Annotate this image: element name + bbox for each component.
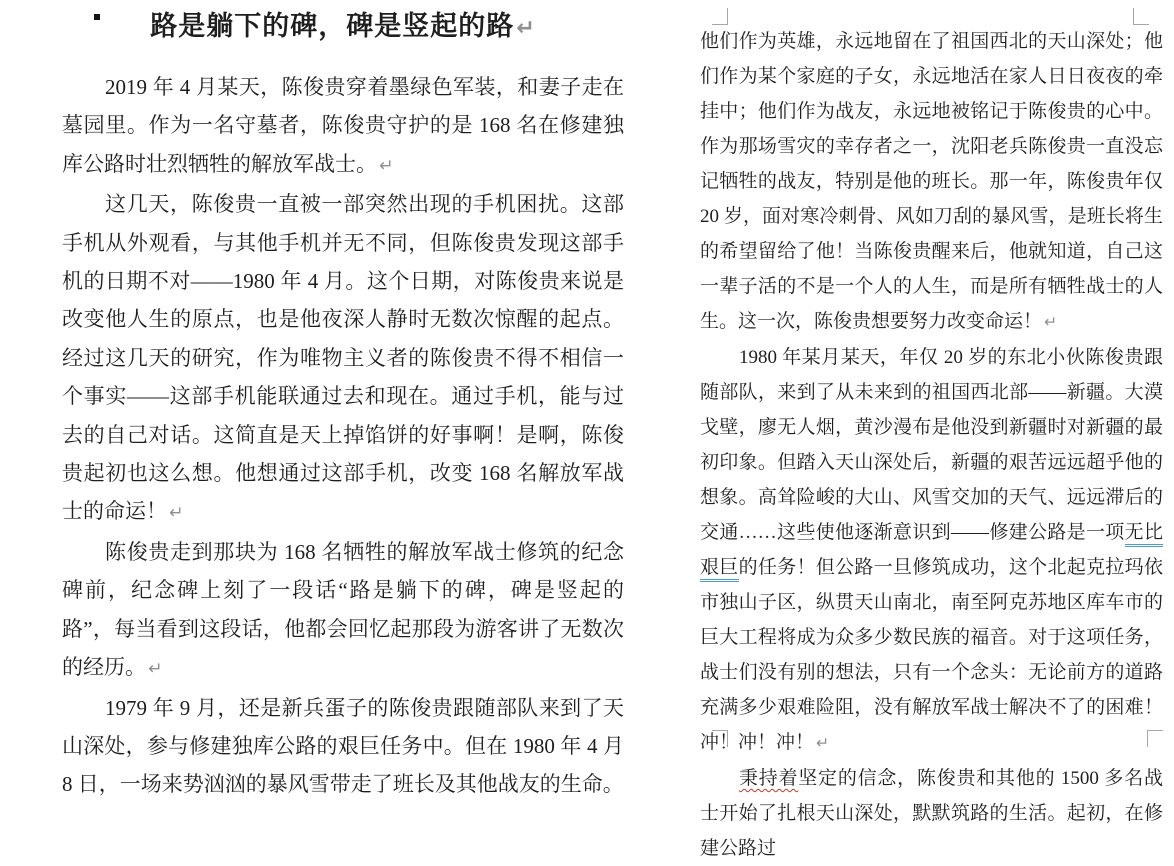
- paragraph-text: 这几天，陈俊贵一直被一部突然出现的手机困扰。这部手机从外观看，与其他手机并无不同，但陈俊贵发现这部手机的日期不对——1980 年 4 月。这个日期，对陈俊贵来说是改变他人生的原点，也是他夜深人静时无数次惊醒的起点。经过这几天的研究，作为唯物主义者的陈俊贵不得不相信一个事实——这部手机能联通过去和现在。通过手机，能与过去的自己对话。这简直是天上掉馅饼的好事啊！是啊，陈俊贵起初也这么想。他想通过这部手机，改变 168 名解放军战士的命运！: [62, 192, 624, 524]
- paragraph-text: 他们作为英雄，永远地留在了祖国西北的天山深处；他们作为某个家庭的子女，永远地活在家人日日夜夜的牵挂中；他们作为战友，永远地被铭记于陈俊贵的心中。作为那场雪灾的幸存者之一，沈阳老兵陈俊贵一直没忘记牺牲的战友，特别是他的班长。那一年，陈俊贵年仅 20 岁，面对寒冷刺骨、风如刀刮的暴风雪，是班长将生的希望留给了他！当陈俊贵醒来后，他就知道，自己这一辈子活的不是一个人的人生，而是所有牺牲战士的人生。这一次，陈俊贵想要努力改变命运！: [700, 31, 1163, 332]
- paragraph[interactable]: [700, 340, 1163, 761]
- paragraph-return-mark: ↵: [1044, 313, 1058, 331]
- paragraph[interactable]: [700, 24, 1163, 340]
- paragraph-text: 陈俊贵走到那块为 168 名牺牲的解放军战士修筑的纪念碑前，纪念碑上刻了一段话“路是躺下的碑，碑是竖起的路”，每当看到这段话，他都会回忆起那段为游客讲了无数次的经历。: [62, 539, 624, 680]
- paragraph[interactable]: [62, 185, 624, 533]
- paragraph-text: 的任务！但公路一旦修筑成功，这个北起克拉玛依市独山子区，纵贯天山南北，南至阿克苏地区库车市的巨大工程将成为众多少数民族的福音。对于这项任务，战士们没有别的想法，只有一个念头：无论前方的道路充满多少艰难险阻，没有解放军战士解决不了的困难！冲！冲！冲！: [700, 557, 1163, 753]
- page-left[interactable]: [62, 0, 624, 804]
- margin-crop-mark-top-left: [712, 8, 728, 25]
- paragraph[interactable]: [62, 689, 624, 804]
- spellcheck-underlined-text: 秉持着: [738, 768, 799, 789]
- paragraph-text: 坚定的信念，陈俊贵和其他的 1500 多名战士开始了扎根天山深处，默默筑路的生活。起初，在修建公路过: [700, 768, 1163, 859]
- paragraph[interactable]: [62, 68, 624, 185]
- paragraph-return-mark: ↵: [516, 15, 536, 41]
- paragraph-text: 1980 年某月某天，年仅 20 岁的东北小伙陈俊贵跟随部队，来到了从未来到的祖国西北部——新疆。大漠戈壁，廖无人烟，黄沙漫布是他没到新疆时对新疆的最初印象。但踏入天山深处后，新疆的艰苦远远超乎他的想象。高耸险峻的大山、风雪交加的天气、远远滞后的交通……这些使他逐渐意识到——修建公路是一项: [700, 347, 1163, 543]
- paragraph-return-mark: ↵: [169, 503, 184, 524]
- paragraph[interactable]: [700, 761, 1163, 866]
- paragraph-return-mark: ↵: [148, 659, 163, 680]
- paragraph-return-mark: ↵: [379, 155, 394, 176]
- page-right[interactable]: [700, 24, 1163, 866]
- paragraph[interactable]: [62, 533, 624, 689]
- paragraph-text: 1979 年 9 月，还是新兵蛋子的陈俊贵跟随部队来到了天山深处，参与修建独库公路的艰巨任务中。但在 1980 年 4 月 8 日，一场来势汹汹的暴风雪带走了班长及其他战友的生命。: [62, 695, 624, 797]
- paragraph-return-mark: ↵: [816, 734, 830, 752]
- grammar-underlined-text: 无比艰巨: [700, 522, 1163, 582]
- paragraph-text: 2019 年 4 月某天，陈俊贵穿着墨绿色军装，和妻子走在墓园里。作为一名守墓者，陈俊贵守护的是 168 名在修建独库公路时壮烈牺牲的解放军战士。: [62, 75, 624, 176]
- margin-crop-mark-top-right: [1133, 8, 1149, 25]
- document-title: [62, 6, 624, 48]
- document-title-text: 路是躺下的碑，碑是竖起的路: [150, 11, 515, 41]
